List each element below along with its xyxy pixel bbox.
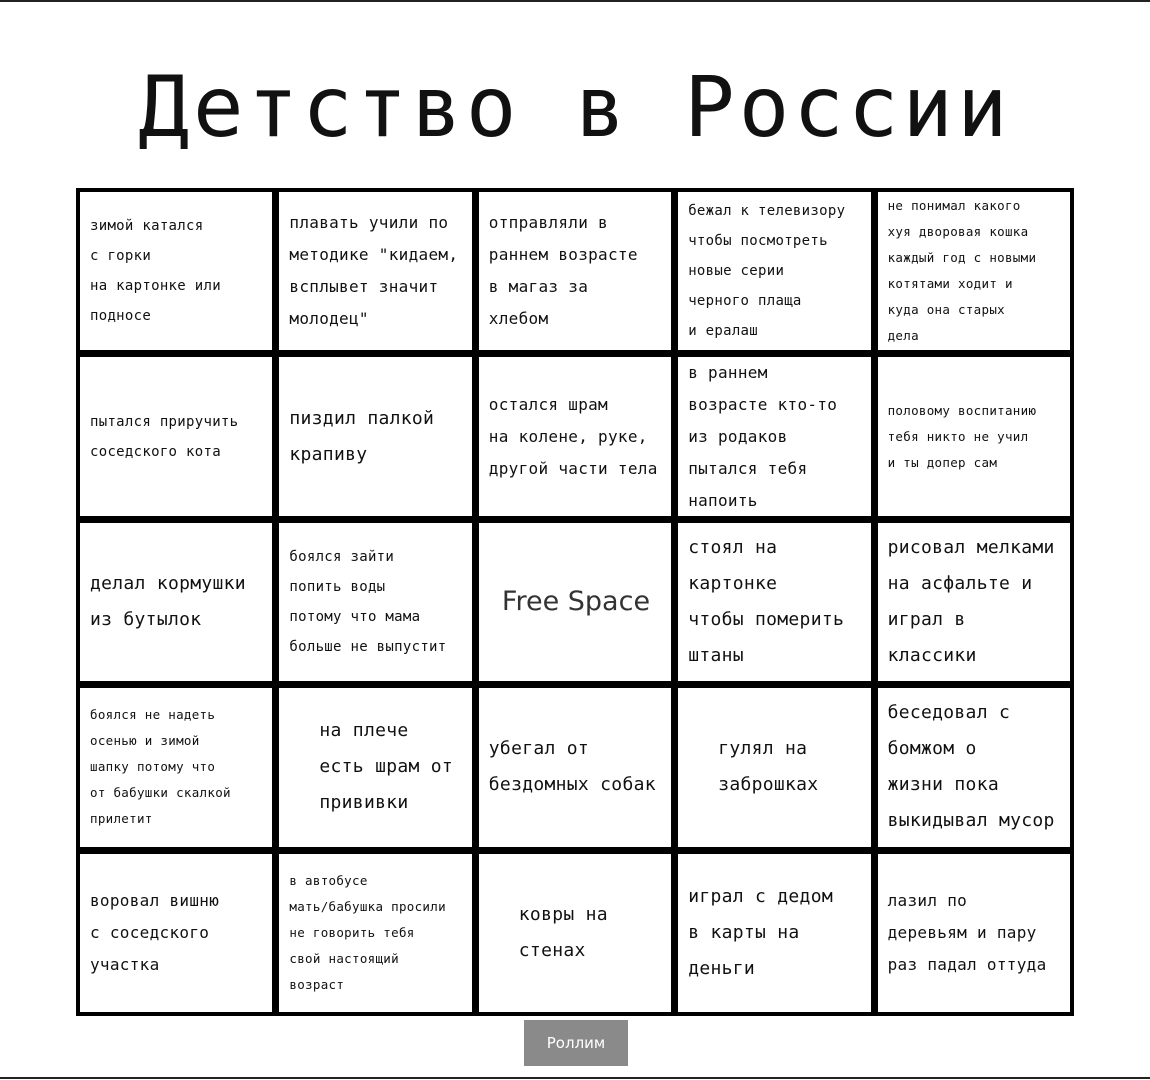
bingo-cell-text: убегал от бездомных собак — [488, 738, 656, 796]
bingo-cell[interactable] — [678, 523, 870, 681]
page-title: Детство в России — [138, 58, 1012, 156]
bingo-cell-text: играл с дедом в карты на деньги — [688, 885, 833, 979]
bingo-cell-text: боялся зайти попить воды потому что мама больше не выпустит — [289, 548, 447, 655]
bingo-cell-text: воровал вишню с соседского участка — [90, 890, 220, 974]
bingo-cell-text: беседовал с бомжом о жизни пока выкидывал мусор — [887, 702, 1055, 832]
bingo-cell-text: отправляли в раннем возрасте в магаз за хлебом — [488, 213, 638, 329]
bingo-cell[interactable] — [479, 357, 671, 515]
bingo-cell[interactable] — [678, 688, 870, 846]
bingo-cell[interactable] — [279, 357, 471, 515]
bingo-cell-text: лазил по деревьям и пару раз падал оттуда — [887, 890, 1047, 974]
bingo-cell[interactable] — [279, 854, 471, 1012]
bingo-board — [76, 188, 1074, 1016]
bingo-cell-text: рисовал мелками на асфальте и играл в классики — [887, 536, 1055, 666]
bingo-cell[interactable] — [479, 192, 671, 350]
bingo-cell[interactable] — [878, 357, 1070, 515]
bingo-cell[interactable] — [878, 688, 1070, 846]
free-space-cell[interactable] — [479, 523, 671, 681]
bottom-divider — [0, 1077, 1150, 1079]
bingo-cell[interactable] — [479, 854, 671, 1012]
bingo-cell[interactable] — [80, 523, 272, 681]
bingo-cell[interactable] — [678, 192, 870, 350]
free-space-label: Free Space — [501, 585, 651, 617]
bingo-cell-text: бежал к телевизору чтобы посмотреть новые серии черного плаща и ералаш — [688, 203, 846, 340]
bingo-cell[interactable] — [878, 523, 1070, 681]
bingo-cell[interactable] — [80, 357, 272, 515]
bingo-cell-text: остался шрам на колене, руке, другой части тела — [488, 394, 658, 478]
bingo-cell-text: пиздил палкой крапиву — [289, 407, 435, 465]
bingo-cell[interactable] — [279, 523, 471, 681]
bingo-cell-text: ковры на стенах — [518, 903, 608, 961]
bingo-cell-text: гулял на заброшках — [718, 738, 819, 796]
bingo-cell-text: на плече есть шрам от прививки — [319, 720, 454, 814]
bingo-cell[interactable] — [279, 192, 471, 350]
bingo-cell[interactable] — [678, 854, 870, 1012]
bingo-cell[interactable] — [678, 357, 870, 515]
roll-button[interactable]: Роллим — [524, 1020, 628, 1066]
bingo-cell-text: половому воспитанию тебя никто не учил и ты допер сам — [887, 402, 1037, 470]
bingo-cell[interactable] — [878, 854, 1070, 1012]
bingo-cell-text: делал кормушки из бутылок — [90, 572, 246, 630]
bingo-cell[interactable] — [279, 688, 471, 846]
bingo-cell[interactable] — [80, 192, 272, 350]
bingo-cell-text: пытался приручить соседского кота — [90, 413, 239, 460]
top-divider — [0, 0, 1150, 2]
bingo-cell-text: боялся не надеть осенью и зимой шапку потому что от бабушки скалкой прилетит — [90, 707, 231, 827]
bingo-cell[interactable] — [80, 854, 272, 1012]
bingo-cell[interactable] — [80, 688, 272, 846]
bingo-cell[interactable] — [479, 688, 671, 846]
bingo-cell[interactable] — [878, 192, 1070, 350]
bingo-cell-text: в автобусе мать/бабушка просили не говорить тебя свой настоящий возраст — [289, 872, 446, 992]
bingo-cell-text: плавать учили по методике "кидаем, всплывет значит молодец" — [289, 213, 459, 329]
bingo-cell-text: зимой катался с горки на картонке или подносе — [90, 218, 221, 325]
bingo-cell-text: стоял на картонке чтобы померить штаны — [688, 536, 845, 666]
bingo-cell-text: не понимал какого хуя дворовая кошка каждый год с новыми котятами ходит и куда она старых дела — [887, 198, 1037, 344]
bingo-cell-text: в раннем возрасте кто-то из родаков пытался тебя напоить — [688, 362, 838, 510]
